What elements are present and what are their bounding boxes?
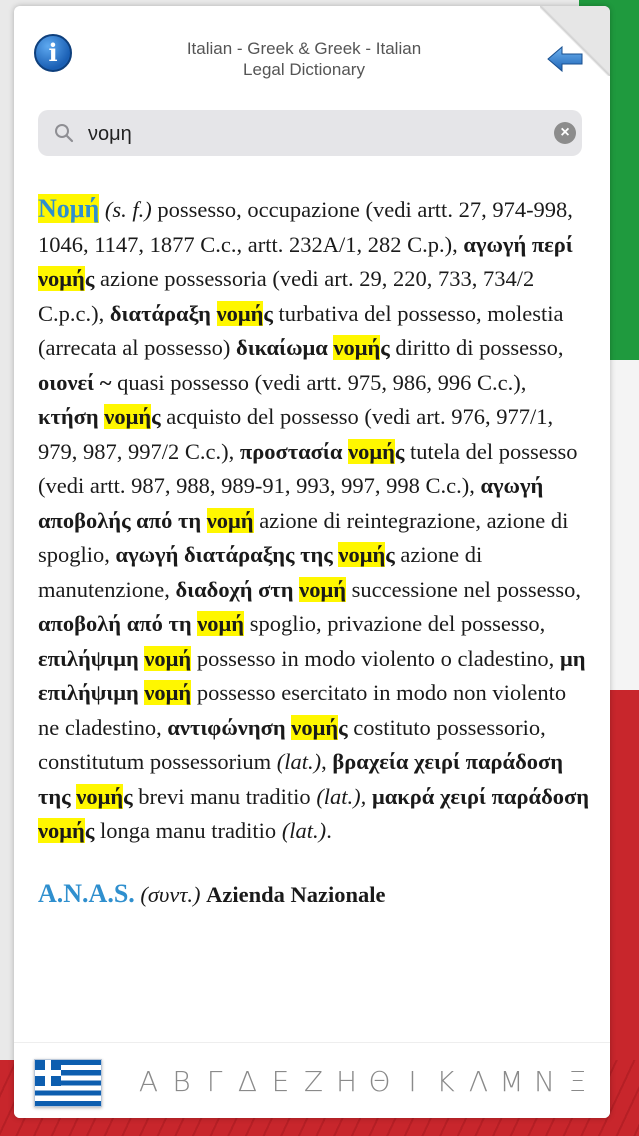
- greek-term: μακρά χειρί παράδοση: [371, 783, 590, 809]
- translation-text: diritto di possesso,: [389, 335, 564, 360]
- greek-term: βραχεία χειρί παράδοση της: [38, 749, 564, 809]
- translation-text: brevi manu traditio: [132, 783, 317, 809]
- search-match-highlight: νομή: [299, 576, 346, 602]
- search-match-highlight: νομή: [144, 680, 192, 705]
- translation-text: longa manu traditio: [94, 818, 282, 843]
- greek-term: ς: [338, 714, 348, 740]
- next-entry-text: Azienda Nazionale: [206, 881, 386, 907]
- dictionary-entry: [38, 192, 590, 1042]
- entry-definition: [38, 197, 589, 843]
- translation-text: acquisto del possesso (vedi art. 976, 977/1, 979, 987, 997/2 C.c.),: [38, 404, 554, 464]
- translation-text: azione di reintegrazione, azione di spoglio,: [38, 507, 569, 567]
- alphabet-letter[interactable]: Β: [172, 1065, 191, 1098]
- translation-text: quasi possesso (vedi artt. 975, 986, 996 C.c.),: [111, 369, 527, 395]
- search-match-highlight: νομή: [348, 438, 395, 464]
- greek-term: διαδοχή στη: [175, 576, 300, 602]
- entry-paragraph: [38, 192, 590, 849]
- greek-term: ς: [151, 404, 161, 429]
- app-title-line-2: Legal Dictionary: [243, 60, 365, 79]
- greek-term: ς: [84, 818, 95, 843]
- alphabet-letter[interactable]: Ζ: [303, 1065, 324, 1098]
- translation-text: successione nel possesso,: [345, 576, 581, 602]
- alphabet-letter[interactable]: Ν: [534, 1065, 555, 1098]
- info-icon: i: [48, 38, 58, 67]
- translation-text: turbativa del possesso, molestia (arrecata al possesso): [38, 300, 564, 360]
- grammar-note: (lat.): [281, 818, 327, 843]
- search-icon: [54, 123, 74, 143]
- greek-term: αγωγή αποβολής από τη: [38, 473, 544, 533]
- search-match-highlight: νομή: [197, 611, 245, 636]
- search-match-highlight: νομή: [144, 645, 192, 671]
- alphabet-letter[interactable]: Ξ: [568, 1065, 587, 1098]
- alphabet-letter[interactable]: Ε: [271, 1065, 290, 1098]
- greek-term: δικαίωμα: [236, 335, 334, 360]
- alphabet-letter[interactable]: Κ: [436, 1065, 455, 1098]
- entry-headword: Νομή: [38, 194, 100, 223]
- translation-text: possesso, occupazione (vedi artt. 27, 974-998, 1046, 1147, 1877 C.c., artt. 232A/1, 282 C.p.),: [38, 197, 573, 257]
- greek-term: ς: [385, 542, 395, 567]
- greek-term: ς: [380, 335, 390, 360]
- greek-term: ς: [394, 438, 405, 464]
- search-match-highlight: νομή: [333, 335, 381, 360]
- grammar-note: (lat.),: [316, 783, 367, 809]
- greek-term: αντιφώνηση: [167, 714, 292, 740]
- greek-term: διατάραξη: [109, 300, 217, 326]
- greek-term: κτήση: [38, 404, 105, 429]
- greek-flag-button[interactable]: [34, 1059, 102, 1107]
- greek-term: αποβολή από τη: [38, 611, 198, 636]
- search-match-highlight: νομή: [291, 714, 339, 740]
- grammar-note: (lat.): [276, 749, 322, 774]
- search-match-highlight: νομή: [38, 266, 85, 291]
- dictionary-page: [14, 6, 610, 1118]
- search-match-highlight: νομή: [338, 542, 386, 567]
- search-match-highlight: νομή: [38, 818, 85, 843]
- search-match-highlight: νομή: [76, 783, 124, 809]
- alphabet-letter[interactable]: Λ: [468, 1065, 489, 1098]
- translation-text: azione possessoria (vedi art. 29, 220, 733, 734/2 C.p.c.),: [38, 266, 535, 326]
- header: [14, 6, 610, 106]
- translation-text: ,: [321, 749, 333, 774]
- next-entry-headword: A.N.A.S.: [38, 878, 135, 908]
- app-title-line-1: Italian - Greek & Greek - Italian: [186, 39, 422, 58]
- alphabet-letter[interactable]: Ι: [408, 1065, 417, 1098]
- back-arrow-icon: [546, 44, 584, 74]
- grammar-note: (s. f.): [104, 197, 152, 222]
- alphabet-letter[interactable]: Μ: [499, 1065, 524, 1098]
- translation-text: possesso esercitato in modo non violento ne cladestino,: [38, 680, 567, 740]
- translation-text: possesso in modo violento o cladestino,: [191, 645, 560, 671]
- translation-text: tutela del possesso (vedi artt. 987, 988, 989-91, 993, 997, 998 C.c.),: [38, 438, 578, 498]
- search-input[interactable]: [86, 119, 530, 149]
- alphabet-letter[interactable]: Θ: [368, 1065, 391, 1098]
- next-entry-paragraph[interactable]: [38, 877, 590, 913]
- greek-term: ς: [263, 300, 273, 326]
- greek-term: μη επιλήψιμη: [38, 645, 586, 705]
- search-match-highlight: νομή: [104, 404, 152, 429]
- alphabet-letter[interactable]: Η: [335, 1065, 358, 1098]
- greek-term: ς: [84, 266, 95, 291]
- greek-term: αγωγή περί: [463, 231, 573, 257]
- translation-text: .: [326, 818, 332, 843]
- back-button[interactable]: [546, 44, 584, 74]
- info-button[interactable]: [34, 34, 72, 72]
- alphabet-letter[interactable]: Α: [138, 1065, 159, 1098]
- search-match-highlight: νομή: [206, 507, 254, 533]
- greek-term: αγωγή διατάραξης της: [115, 542, 339, 567]
- close-icon: ×: [560, 124, 570, 141]
- alphabet-index: [132, 1065, 594, 1099]
- greek-term: προστασία: [239, 438, 349, 464]
- translation-text: spoglio, privazione del possesso,: [244, 611, 546, 636]
- next-entry-pos: (συντ.): [140, 881, 201, 907]
- translation-text: costituto possessorio, constitutum possessorium: [38, 714, 546, 774]
- greek-term: επιλήψιμη: [38, 645, 145, 671]
- greek-term: ς: [123, 783, 133, 809]
- clear-search-button[interactable]: [554, 122, 576, 144]
- greek-term: οιονεί ~: [38, 369, 112, 395]
- greek-flag-cross-icon: [35, 1060, 61, 1086]
- search-bar: [38, 110, 582, 156]
- alphabet-letter[interactable]: Δ: [237, 1065, 258, 1098]
- search-match-highlight: νομή: [216, 300, 264, 326]
- alphabet-footer: [14, 1042, 610, 1118]
- alphabet-letter[interactable]: Γ: [206, 1065, 223, 1098]
- translation-text: azione di manutenzione,: [38, 542, 483, 602]
